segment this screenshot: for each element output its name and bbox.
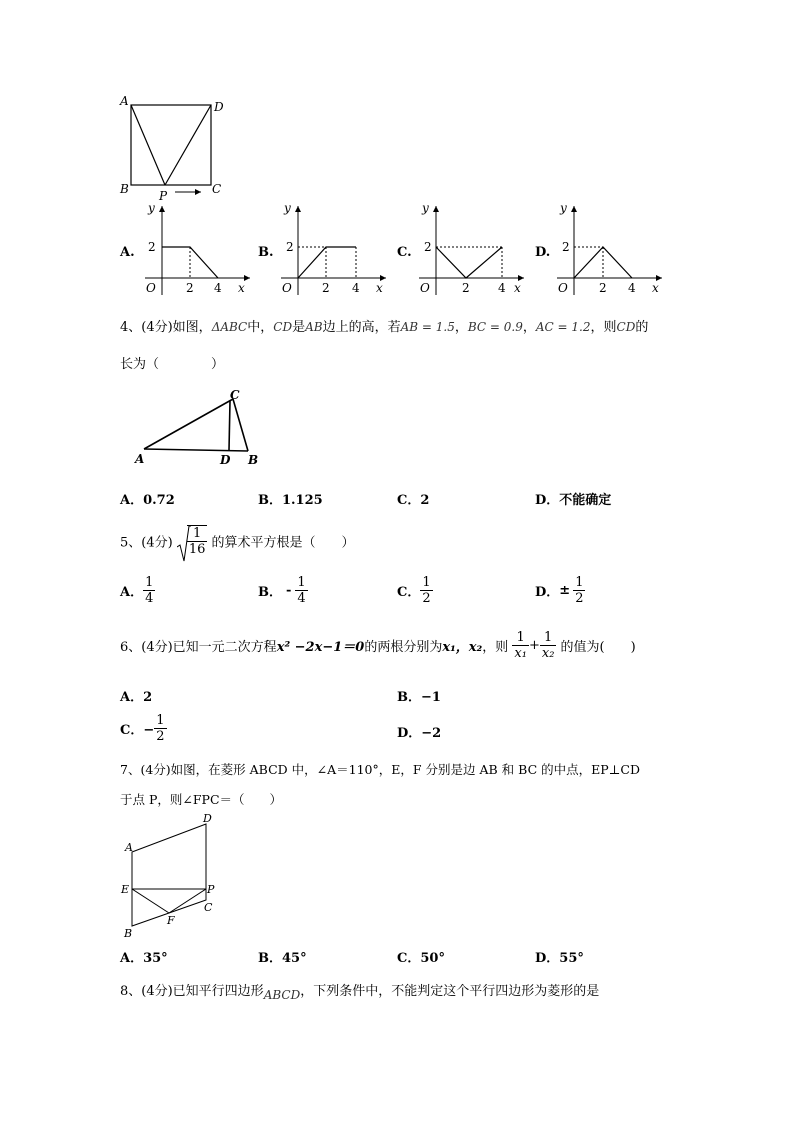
q4-option-b: B．1.125 — [258, 493, 323, 508]
q6-option-a: A．2 — [120, 690, 153, 705]
q5-option-b: B． - $\frac{1}{4}$ — [258, 575, 306, 606]
svg-text:x: x — [238, 281, 245, 295]
svg-text:x: x — [514, 281, 521, 295]
q4-triangle-figure — [130, 384, 270, 469]
svg-text:x: x — [376, 281, 383, 295]
q7-stem-line1: 7、(4分)如图，在菱形 ABCD 中，∠A＝110°，E，F 分别是边 AB 和 BC 的中点，EP⊥CD — [120, 762, 640, 777]
graph-c — [414, 200, 534, 300]
q4-option-c: C．2 — [397, 493, 430, 508]
graph-option-a-label: A. — [120, 245, 135, 260]
svg-text:2: 2 — [424, 240, 432, 254]
q4-option-d: D．不能确定 — [535, 493, 612, 508]
q5-option-c: C． $\frac{1}{2}$ — [397, 575, 431, 606]
svg-text:O: O — [146, 281, 156, 295]
q7-option-a: A．35° — [120, 951, 168, 966]
graph-option-b-label: B. — [258, 245, 274, 260]
label-a: A — [120, 94, 129, 108]
svg-text:O: O — [282, 281, 292, 295]
svg-text:2: 2 — [148, 240, 156, 254]
q6-option-c: C．− $\frac{1}{2}$ — [120, 713, 165, 744]
q7-stem-line2: 于点 P，则∠FPC＝（ ） — [120, 792, 283, 807]
label-b: B — [120, 182, 129, 196]
svg-text:2: 2 — [322, 281, 330, 295]
graph-option-d-label: D. — [535, 245, 551, 260]
svg-text:B: B — [248, 453, 259, 467]
svg-text:O: O — [558, 281, 568, 295]
q6-stem: 6、(4分)已知一元二次方程x² −2x−1＝0的两根分别为x₁，x₂，则 $\frac{1}{\text{x₁}}$ + $\frac{1}{\text{x₂}}$ 的值为( ) — [120, 630, 636, 661]
q8-stem: 8、(4分)已知平行四边形ABCD，下列条件中，不能判定这个平行四边形为菱形的是 — [120, 984, 600, 1002]
svg-text:2: 2 — [186, 281, 194, 295]
q7-option-b: B．45° — [258, 951, 307, 966]
svg-text:4: 4 — [352, 281, 360, 295]
svg-text:y: y — [422, 201, 429, 215]
q4-stem-line2: 长为（ ） — [120, 357, 225, 372]
svg-text:2: 2 — [462, 281, 470, 295]
svg-text:2: 2 — [286, 240, 294, 254]
svg-text:y: y — [560, 201, 567, 215]
svg-text:4: 4 — [498, 281, 506, 295]
svg-text:y: y — [284, 201, 291, 215]
svg-text:4: 4 — [214, 281, 222, 295]
label-d: D — [214, 100, 224, 114]
q6-option-b: B．−1 — [397, 690, 441, 705]
q4-stem: 4、(4分)如图，ΔABC中，CD是AB边上的高，若AB = 1.5，BC = 0.9，AC = 1.2，则CD的 — [120, 320, 649, 335]
q7-option-d: D．55° — [535, 951, 584, 966]
q5-option-a: A． $\frac{1}{4}$ — [120, 575, 154, 606]
svg-text:O: O — [420, 281, 430, 295]
svg-text:4: 4 — [628, 281, 636, 295]
q4-option-a: A．0.72 — [120, 493, 175, 508]
svg-text:x: x — [652, 281, 659, 295]
graph-b — [276, 200, 396, 300]
graph-option-c-label: C. — [397, 245, 412, 260]
graph-d — [552, 200, 672, 300]
svg-text:C: C — [230, 388, 240, 402]
label-c: C — [212, 182, 222, 196]
svg-text:A: A — [135, 452, 145, 466]
q7-option-c: C．50° — [397, 951, 445, 966]
label-p: P — [159, 189, 168, 203]
svg-text:E: E — [121, 883, 130, 896]
svg-text:A: A — [125, 841, 133, 854]
q5-radical: $\frac{1}{16}$ — [177, 525, 208, 557]
q5-option-d: D．± $\frac{1}{2}$ — [535, 575, 584, 606]
svg-text:D: D — [203, 812, 212, 825]
svg-text:F: F — [167, 914, 175, 927]
svg-text:C: C — [204, 901, 213, 914]
graph-a — [140, 200, 260, 300]
q6-option-d: D．−2 — [397, 726, 442, 741]
svg-text:2: 2 — [562, 240, 570, 254]
q7-rhombus-figure — [118, 810, 228, 940]
svg-text:B: B — [124, 927, 133, 940]
svg-text:2: 2 — [599, 281, 607, 295]
q5-stem: 5、(4分) $\frac{1}{16}$ 的算术平方根是（ ） — [120, 525, 355, 557]
square-figure — [115, 92, 235, 204]
svg-text:D: D — [220, 453, 231, 467]
svg-text:y: y — [148, 201, 155, 215]
svg-text:P: P — [207, 883, 215, 896]
